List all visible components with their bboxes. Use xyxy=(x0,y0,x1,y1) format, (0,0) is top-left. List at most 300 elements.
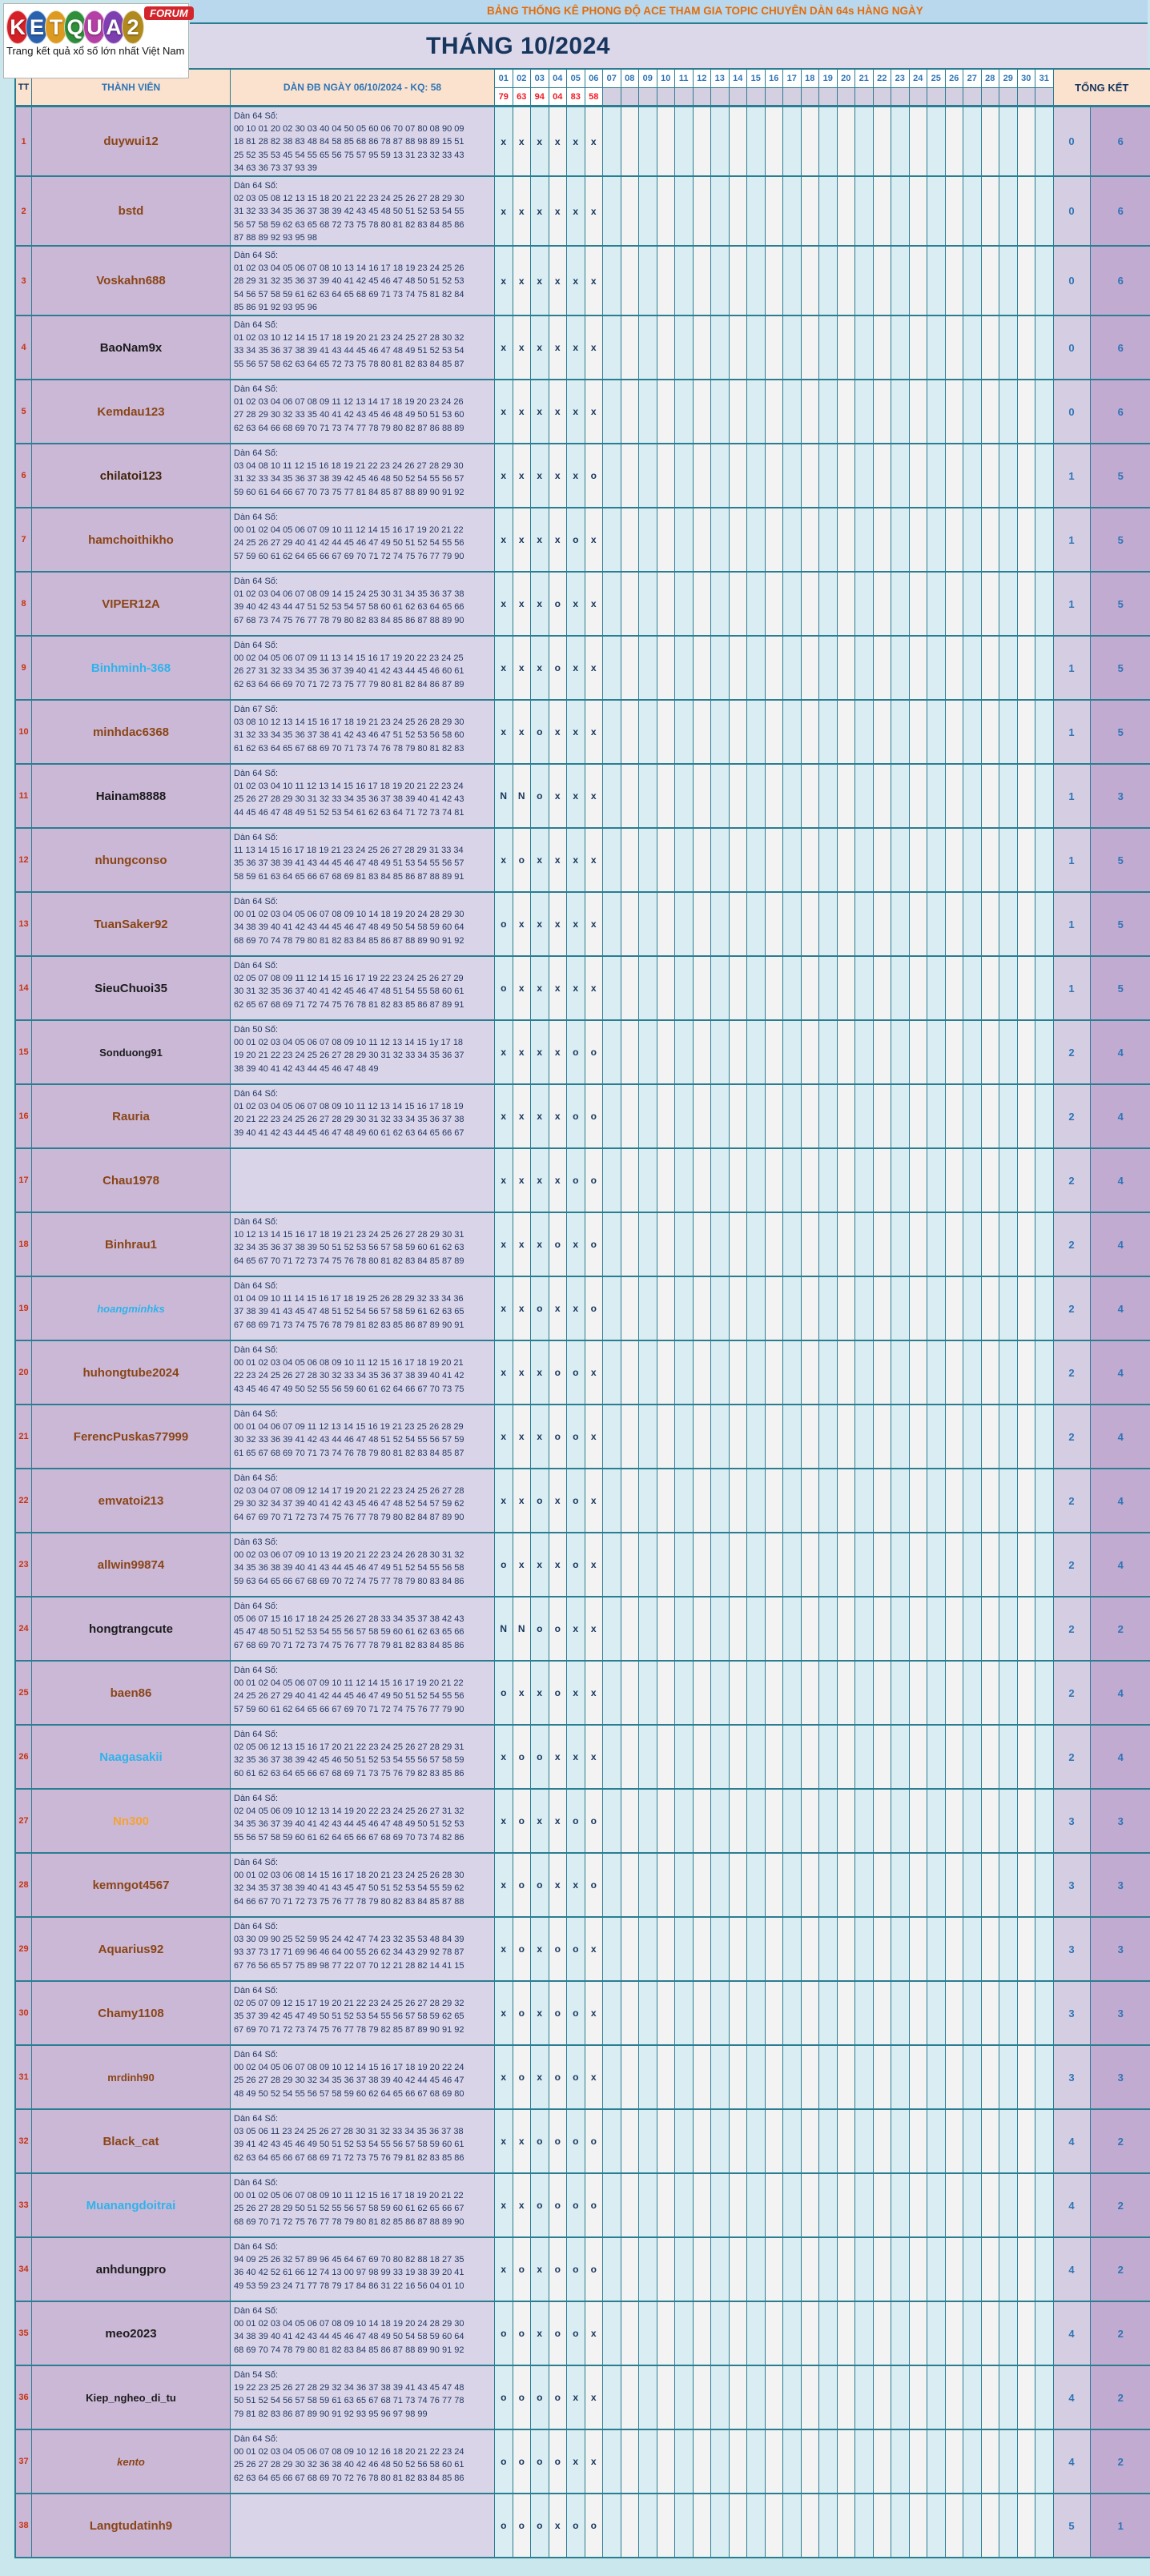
day-mark-cell: x xyxy=(531,1405,549,1468)
day-cell xyxy=(675,247,694,315)
day-cell xyxy=(694,380,712,443)
day-mark-cell: x xyxy=(513,2110,532,2172)
day-cell xyxy=(891,701,910,763)
day-mark-cell: x xyxy=(549,701,568,763)
day-mark-cell: o xyxy=(531,1277,549,1340)
day-mark-cell: x xyxy=(513,637,532,699)
table-row xyxy=(16,1788,1150,1852)
member-name[interactable]: Voskahn688 xyxy=(32,247,231,315)
dan-numbers xyxy=(231,637,495,699)
day-cell xyxy=(946,2046,964,2108)
day-cell xyxy=(874,765,892,827)
day-cell xyxy=(766,1918,784,1980)
day-cell xyxy=(802,1021,820,1083)
day-cell xyxy=(1018,765,1036,827)
dan-numbers xyxy=(231,1213,495,1276)
day-cell xyxy=(910,2494,928,2557)
day-cell xyxy=(838,893,856,955)
day-cell xyxy=(1018,2494,1036,2557)
member-name[interactable]: duywui12 xyxy=(32,107,231,175)
day-cell xyxy=(999,2046,1018,2108)
member-name[interactable]: allwin99874 xyxy=(32,1533,231,1596)
day-mark-cell: o xyxy=(585,1277,604,1340)
day-cell xyxy=(766,829,784,891)
day-result xyxy=(855,88,874,106)
day-cell xyxy=(802,1597,820,1660)
day-cell xyxy=(982,701,1000,763)
day-mark-cell: x xyxy=(495,107,513,175)
day-cell xyxy=(603,1533,621,1596)
dan-line: Dàn 64 Số: xyxy=(234,769,279,778)
member-name[interactable]: anhdungpro xyxy=(32,2238,231,2301)
column-header-total: TỔNG KẾT xyxy=(1054,70,1150,106)
member-name[interactable]: mrdinh90 xyxy=(32,2046,231,2108)
member-name[interactable]: baen86 xyxy=(32,1662,231,1724)
dan-line: 25 52 35 53 45 54 55 65 56 75 57 95 59 13 31 23 32 33 43 xyxy=(234,150,464,160)
day-cell xyxy=(730,2238,748,2301)
day-cell xyxy=(675,1982,694,2044)
member-name[interactable]: hamchoithikho xyxy=(32,508,231,571)
site-logo[interactable] xyxy=(3,3,189,78)
member-name[interactable]: hoangminhks xyxy=(32,1277,231,1340)
day-cell xyxy=(675,2238,694,2301)
member-name[interactable]: Kiep_ngheo_di_tu xyxy=(32,2366,231,2429)
logo-letter: K xyxy=(6,10,29,44)
day-cell xyxy=(621,957,640,1019)
day-cell xyxy=(783,2174,802,2236)
day-cell xyxy=(927,2174,946,2236)
day-mark-cell: x xyxy=(513,1533,532,1596)
member-name[interactable]: Black_cat xyxy=(32,2110,231,2172)
day-cell xyxy=(1035,1021,1054,1083)
day-cell xyxy=(603,637,621,699)
day-cell xyxy=(730,316,748,379)
member-name[interactable]: Binhminh-368 xyxy=(32,637,231,699)
day-header: 10 xyxy=(657,70,676,88)
day-cell xyxy=(910,1918,928,1980)
dan-line: Dàn 64 Số: xyxy=(234,2242,279,2252)
day-cell xyxy=(891,1597,910,1660)
total-hit: 3 xyxy=(1091,765,1150,827)
member-name[interactable]: Rauria xyxy=(32,1085,231,1147)
day-cell xyxy=(838,2046,856,2108)
day-cell xyxy=(694,2430,712,2493)
day-cell xyxy=(855,1021,874,1083)
day-cell xyxy=(999,2174,1018,2236)
day-mark-cell: x xyxy=(549,1854,568,1916)
day-cell xyxy=(603,1021,621,1083)
day-cell xyxy=(1035,1790,1054,1852)
day-cell xyxy=(603,2494,621,2557)
day-cell xyxy=(946,765,964,827)
member-name[interactable]: emvatoi213 xyxy=(32,1469,231,1532)
day-cell xyxy=(711,2238,730,2301)
day-cell xyxy=(946,1918,964,1980)
day-cell xyxy=(999,1533,1018,1596)
day-cell xyxy=(874,444,892,507)
day-mark-cell: o xyxy=(567,1341,585,1404)
member-name[interactable]: kemngot4567 xyxy=(32,1854,231,1916)
day-mark-cell: o xyxy=(585,444,604,507)
dan-line: Dàn 64 Số: xyxy=(234,1281,279,1291)
day-mark-cell: x xyxy=(585,316,604,379)
day-cell xyxy=(621,701,640,763)
day-cell xyxy=(963,1405,982,1468)
day-mark-cell: x xyxy=(495,2174,513,2236)
day-cell xyxy=(711,2110,730,2172)
member-name[interactable]: Hainam8888 xyxy=(32,765,231,827)
day-cell xyxy=(711,893,730,955)
day-mark-cell: x xyxy=(567,316,585,379)
dan-line: 67 69 70 71 72 73 74 75 76 77 78 79 82 85 87 89 90 91 92 xyxy=(234,2024,464,2035)
day-header: 19 xyxy=(819,70,838,88)
day-cell xyxy=(819,2174,838,2236)
day-cell xyxy=(891,1662,910,1724)
day-cell xyxy=(730,701,748,763)
day-result xyxy=(639,88,657,106)
day-cell xyxy=(946,1405,964,1468)
day-result: 58 xyxy=(585,88,604,106)
member-name[interactable]: Chamy1108 xyxy=(32,1982,231,2044)
day-cell xyxy=(766,2238,784,2301)
logo-letter: T xyxy=(45,10,67,44)
day-cell xyxy=(802,1726,820,1788)
dan-line: 36 40 42 52 61 66 12 74 13 00 97 98 99 33 19 38 39 20 41 xyxy=(234,2268,464,2278)
day-cell xyxy=(802,1405,820,1468)
day-cell xyxy=(927,247,946,315)
day-mark-cell: o xyxy=(495,1662,513,1724)
day-cell xyxy=(946,701,964,763)
logo-letter: A xyxy=(103,10,125,44)
day-mark-cell: N xyxy=(513,765,532,827)
day-cell xyxy=(819,957,838,1019)
day-mark-cell: x xyxy=(495,177,513,245)
member-name[interactable]: chilatoi123 xyxy=(32,444,231,507)
dan-line: 25 26 27 28 29 30 31 32 33 34 35 36 37 38 39 40 41 42 43 xyxy=(234,794,464,805)
dan-numbers xyxy=(231,1021,495,1083)
day-cell xyxy=(747,1213,766,1276)
day-mark-cell: o xyxy=(567,1533,585,1596)
day-header: 03 xyxy=(531,70,549,88)
day-result: 04 xyxy=(549,88,568,106)
day-cell xyxy=(621,1662,640,1724)
day-header: 12 xyxy=(694,70,712,88)
day-cell xyxy=(747,1726,766,1788)
total-miss: 2 xyxy=(1054,1533,1091,1596)
day-cell xyxy=(963,1149,982,1212)
day-mark-cell: o xyxy=(567,1149,585,1212)
day-cell xyxy=(982,1277,1000,1340)
dan-line: 49 53 59 23 24 71 77 78 79 17 84 86 31 22 16 56 04 01 10 xyxy=(234,2281,464,2291)
day-cell xyxy=(855,893,874,955)
day-cell xyxy=(639,765,657,827)
day-cell xyxy=(783,247,802,315)
day-mark-cell: x xyxy=(531,177,549,245)
day-cell xyxy=(910,701,928,763)
day-mark-cell: x xyxy=(513,316,532,379)
day-cell xyxy=(1035,1533,1054,1596)
day-cell xyxy=(711,2430,730,2493)
day-mark-cell: x xyxy=(495,1341,513,1404)
member-name[interactable]: Chau1978 xyxy=(32,1149,231,1212)
day-cell xyxy=(1035,1085,1054,1147)
day-cell xyxy=(1035,1405,1054,1468)
member-name[interactable]: Sonduong91 xyxy=(32,1021,231,1083)
table-row xyxy=(16,2172,1150,2236)
day-mark-cell: o xyxy=(585,2238,604,2301)
dan-numbers xyxy=(231,2366,495,2429)
member-name[interactable]: Naagasakii xyxy=(32,1726,231,1788)
day-mark-cell: o xyxy=(495,2366,513,2429)
dan-line: 58 59 61 63 64 65 66 67 68 69 81 83 84 85 86 87 88 89 91 xyxy=(234,871,464,882)
total-miss: 0 xyxy=(1054,380,1091,443)
day-cell xyxy=(838,316,856,379)
row-number: 23 xyxy=(16,1533,32,1596)
day-header: 09 xyxy=(639,70,657,88)
day-mark-cell: x xyxy=(513,508,532,571)
day-cell xyxy=(783,1726,802,1788)
day-mark-cell: o xyxy=(495,957,513,1019)
member-name[interactable]: TuanSaker92 xyxy=(32,893,231,955)
day-cell xyxy=(621,893,640,955)
day-cell xyxy=(694,508,712,571)
day-cell xyxy=(802,177,820,245)
total-miss: 2 xyxy=(1054,1726,1091,1788)
dan-line: 22 23 24 25 26 27 28 30 32 33 34 35 36 37 38 39 40 41 42 xyxy=(234,1371,464,1381)
member-name[interactable]: FerencPuskas77999 xyxy=(32,1405,231,1468)
dan-line: 67 68 69 71 73 74 75 76 78 79 81 82 83 85 86 87 89 90 91 xyxy=(234,1320,464,1330)
column-header-tt: TT xyxy=(16,70,32,106)
member-name[interactable]: SieuChuoi35 xyxy=(32,957,231,1019)
day-cell xyxy=(819,1021,838,1083)
table-row xyxy=(16,699,1150,763)
day-cell xyxy=(657,107,676,175)
day-cell xyxy=(783,1405,802,1468)
total-miss: 4 xyxy=(1054,2366,1091,2429)
day-cell xyxy=(819,1918,838,1980)
member-name[interactable]: Aquarius92 xyxy=(32,1918,231,1980)
day-mark-cell: x xyxy=(585,1405,604,1468)
day-mark-cell: o xyxy=(567,2174,585,2236)
day-header: 31 xyxy=(1035,70,1054,88)
day-mark-cell: o xyxy=(549,1662,568,1724)
day-cell xyxy=(802,1149,820,1212)
dan-line: 18 81 28 82 38 83 48 84 58 85 68 86 78 87 88 98 89 15 51 xyxy=(234,137,464,147)
day-cell xyxy=(963,1213,982,1276)
day-cell xyxy=(963,893,982,955)
day-cell xyxy=(730,1854,748,1916)
day-cell xyxy=(963,1021,982,1083)
day-cell xyxy=(766,1662,784,1724)
member-name[interactable]: huhongtube2024 xyxy=(32,1341,231,1404)
member-name[interactable]: nhungconso xyxy=(32,829,231,891)
member-name[interactable]: kento xyxy=(32,2430,231,2493)
day-mark-cell: x xyxy=(495,2046,513,2108)
member-name[interactable]: hongtrangcute xyxy=(32,1597,231,1660)
day-cell xyxy=(982,1149,1000,1212)
total-miss: 4 xyxy=(1054,2430,1091,2493)
day-cell xyxy=(783,1597,802,1660)
table-row xyxy=(16,1019,1150,1083)
table-row xyxy=(16,1083,1150,1147)
day-cell xyxy=(874,177,892,245)
day-cell xyxy=(1018,2430,1036,2493)
total-hit: 1 xyxy=(1091,2494,1150,2557)
day-mark-cell: x xyxy=(495,316,513,379)
day-result: 83 xyxy=(567,88,585,106)
day-mark-cell: o xyxy=(567,1085,585,1147)
row-number: 1 xyxy=(16,107,32,175)
day-cell xyxy=(1018,2110,1036,2172)
day-cell xyxy=(982,1982,1000,2044)
day-result xyxy=(675,88,694,106)
day-cell xyxy=(675,1277,694,1340)
day-mark-cell: x xyxy=(585,2302,604,2365)
day-cell xyxy=(657,1021,676,1083)
day-cell xyxy=(874,2494,892,2557)
day-cell xyxy=(874,1918,892,1980)
table-row xyxy=(16,1404,1150,1468)
day-mark-cell: N xyxy=(495,765,513,827)
day-cell xyxy=(838,2366,856,2429)
day-cell xyxy=(783,2110,802,2172)
day-cell xyxy=(783,2302,802,2365)
member-name[interactable]: meo2023 xyxy=(32,2302,231,2365)
day-cell xyxy=(621,1213,640,1276)
member-name[interactable]: Langtudatinh9 xyxy=(32,2494,231,2557)
day-cell xyxy=(1035,1277,1054,1340)
day-cell xyxy=(946,1533,964,1596)
day-mark-cell: x xyxy=(585,1918,604,1980)
day-cell xyxy=(603,2366,621,2429)
member-name[interactable]: Muanangdoitrai xyxy=(32,2174,231,2236)
day-cell xyxy=(657,1726,676,1788)
day-cell xyxy=(927,1982,946,2044)
day-cell xyxy=(927,765,946,827)
day-cell xyxy=(910,1405,928,1468)
table-row xyxy=(16,379,1150,443)
day-cell xyxy=(1018,1726,1036,1788)
day-cell xyxy=(874,1790,892,1852)
day-cell xyxy=(657,1662,676,1724)
total-miss: 1 xyxy=(1054,893,1091,955)
day-cell xyxy=(946,247,964,315)
day-cell xyxy=(891,1469,910,1532)
day-cell xyxy=(802,2046,820,2108)
day-header: 24 xyxy=(910,70,928,88)
dan-line: Dàn 64 Số: xyxy=(234,1601,279,1611)
day-cell xyxy=(802,1085,820,1147)
day-cell xyxy=(657,1533,676,1596)
day-cell xyxy=(982,508,1000,571)
day-cell xyxy=(910,1085,928,1147)
day-cell xyxy=(694,1085,712,1147)
day-cell xyxy=(874,508,892,571)
member-name[interactable]: Binhrau1 xyxy=(32,1213,231,1276)
day-cell xyxy=(639,316,657,379)
day-cell xyxy=(999,1597,1018,1660)
day-cell xyxy=(982,1533,1000,1596)
day-mark-cell: x xyxy=(549,829,568,891)
table-row xyxy=(16,955,1150,1019)
day-cell xyxy=(963,2174,982,2236)
day-cell xyxy=(819,1726,838,1788)
day-cell xyxy=(730,2494,748,2557)
dan-numbers xyxy=(231,2174,495,2236)
day-mark-cell: x xyxy=(513,1149,532,1212)
total-miss: 2 xyxy=(1054,1405,1091,1468)
day-cell xyxy=(657,957,676,1019)
member-name[interactable]: VIPER12A xyxy=(32,573,231,635)
day-mark-cell: o xyxy=(495,1533,513,1596)
day-cell xyxy=(639,2302,657,2365)
day-cell xyxy=(927,2302,946,2365)
day-cell xyxy=(747,1149,766,1212)
dan-line: 59 60 61 64 66 67 70 73 75 77 81 84 85 87 88 89 90 91 92 xyxy=(234,487,464,497)
day-cell xyxy=(639,1085,657,1147)
day-cell xyxy=(891,2366,910,2429)
member-name[interactable]: bstd xyxy=(32,177,231,245)
day-mark-cell: x xyxy=(531,1341,549,1404)
dan-numbers xyxy=(231,1341,495,1404)
day-cell xyxy=(639,637,657,699)
total-hit: 6 xyxy=(1091,316,1150,379)
day-cell xyxy=(747,765,766,827)
day-cell xyxy=(802,1918,820,1980)
day-cell xyxy=(963,1533,982,1596)
dan-line: 44 45 46 47 48 49 51 52 53 54 61 62 63 64 71 72 73 74 81 xyxy=(234,807,464,818)
day-cell xyxy=(621,573,640,635)
day-cell xyxy=(603,2110,621,2172)
day-cell xyxy=(999,2366,1018,2429)
day-cell xyxy=(838,1662,856,1724)
day-cell xyxy=(639,508,657,571)
day-cell xyxy=(783,2366,802,2429)
day-cell xyxy=(910,1982,928,2044)
member-name[interactable]: minhdac6368 xyxy=(32,701,231,763)
day-cell xyxy=(891,2302,910,2365)
day-cell xyxy=(910,2046,928,2108)
dan-line: 01 02 03 04 06 07 08 09 14 15 24 25 30 31 34 35 36 37 38 xyxy=(234,589,464,600)
day-mark-cell: x xyxy=(513,1341,532,1404)
member-name[interactable]: Kemdau123 xyxy=(32,380,231,443)
day-cell xyxy=(766,637,784,699)
dan-line: 60 61 62 63 64 65 66 67 68 69 71 73 75 76 79 82 83 85 86 xyxy=(234,1768,464,1778)
day-mark-cell: o xyxy=(585,1213,604,1276)
day-cell xyxy=(639,2046,657,2108)
day-cell xyxy=(838,2238,856,2301)
member-name[interactable]: Nn300 xyxy=(32,1790,231,1852)
member-name[interactable]: BaoNam9x xyxy=(32,316,231,379)
day-mark-cell: x xyxy=(531,829,549,891)
day-cell xyxy=(694,893,712,955)
day-cell xyxy=(766,380,784,443)
day-mark-cell: x xyxy=(531,1918,549,1980)
dan-numbers xyxy=(231,2110,495,2172)
day-cell xyxy=(783,1982,802,2044)
day-header: 18 xyxy=(802,70,820,88)
day-cell xyxy=(783,637,802,699)
day-cell xyxy=(963,2302,982,2365)
dan-line: Dàn 64 Số: xyxy=(234,2114,279,2124)
day-cell xyxy=(982,637,1000,699)
dan-line: Dàn 64 Số: xyxy=(234,2050,279,2060)
day-cell xyxy=(1018,1277,1036,1340)
day-cell xyxy=(819,1277,838,1340)
day-cell xyxy=(855,957,874,1019)
day-cell xyxy=(999,1982,1018,2044)
row-number: 36 xyxy=(16,2366,32,2429)
